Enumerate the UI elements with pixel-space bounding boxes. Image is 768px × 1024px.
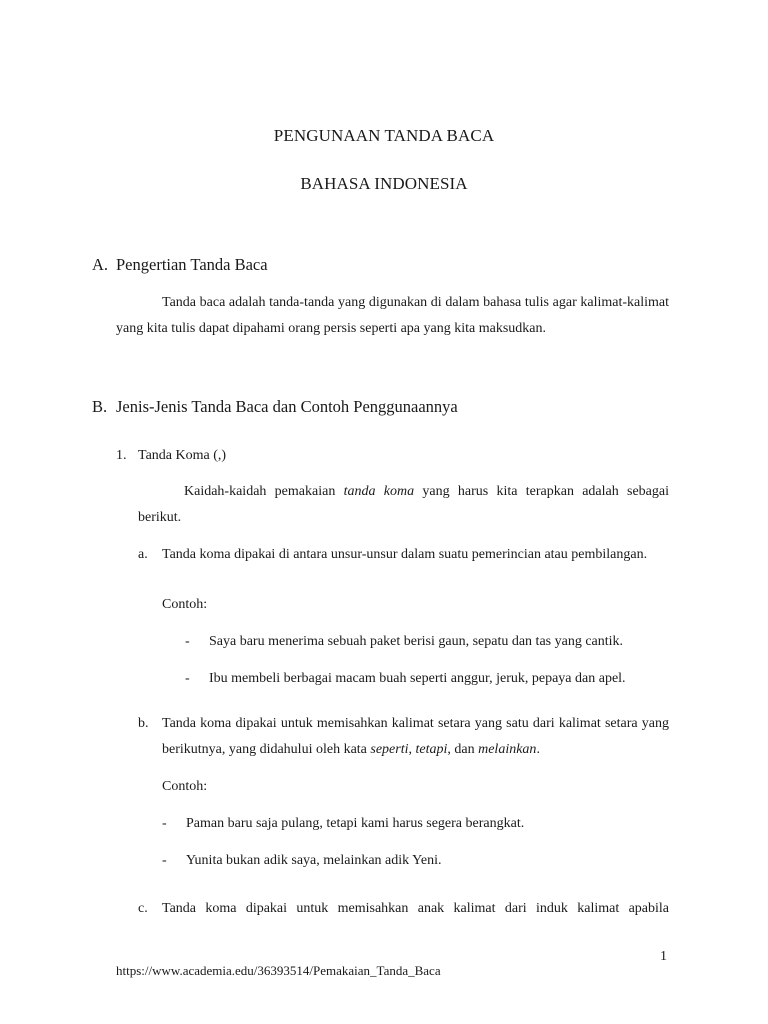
page-number: 1 [660,949,667,964]
section-b-heading [92,397,458,417]
numbered-item-1 [116,448,226,464]
rule-b-text-end: . [536,741,540,757]
item-label: Tanda Koma (,) [138,448,227,463]
rule-a-text: Tanda koma dipakai di antara unsur-unsur dalam suatu pemerincian atau pembilangan. [162,547,648,562]
rule-b-contoh-label: Contoh: [162,779,208,794]
bullet-dash: - [162,853,167,868]
rule-a-letter: a. [138,547,148,562]
keyword-seperti: seperti [370,741,409,757]
section-b-title: Jenis-Jenis Tanda Baca dan Contoh Penggunaannya [116,397,458,416]
rule-b-example-1 [162,816,524,832]
section-a-paragraph: Tanda baca adalah tanda-tanda yang digunakan di dalam bahasa tulis agar kalimat-kalimat yang kita tulis dapat dipahami orang persis seperti apa yang kita maksudkan. [116,295,669,336]
document-subtitle: BAHASA INDONESIA [300,174,468,193]
keyword-melainkan: melainkan [478,741,537,757]
separator: , [408,741,416,757]
rule-a-contoh-label: Contoh: [162,597,208,612]
item-number: 1. [116,448,127,463]
bullet-dash: - [185,634,190,649]
intro-italic-term: tanda koma [343,484,415,499]
rule-c-letter: c. [138,901,148,916]
rule-b-text-start: Tanda koma dipakai untuk memisahkan kalimat setara yang satu dari kalimat setara yang berikutnya, yang didahului oleh kata [162,716,669,757]
section-a-heading [92,255,268,275]
intro-text: Kaidah-kaidah pemakaian [184,484,344,499]
rule-b-example-2 [162,853,441,869]
rule-b-letter: b. [138,716,149,731]
item-1-intro [138,479,669,530]
document-title: PENGUNAAN TANDA BACA [273,126,495,145]
example-text: Ibu membeli berbagai macam buah seperti anggur, jeruk, pepaya dan apel. [209,671,626,686]
section-b-letter: B. [92,397,108,416]
example-text: Paman baru saja pulang, tetapi kami harus segera berangkat. [186,816,525,831]
section-a-letter: A. [92,255,109,274]
example-text: Saya baru menerima sebuah paket berisi gaun, sepatu dan tas yang cantik. [209,634,624,649]
keyword-tetapi: tetapi [415,741,448,757]
section-a-title: Pengertian Tanda Baca [116,255,268,274]
rule-a-example-1 [185,634,623,650]
example-text: Yunita bukan adik saya, melainkan adik Yeni. [186,853,442,868]
separator: , dan [447,741,479,757]
rule-a-example-2 [185,671,626,687]
rule-c-text: Tanda koma dipakai untuk memisahkan anak kalimat dari induk kalimat apabila [162,901,669,916]
footer-source-url: https://www.academia.edu/36393514/Pemakaian_Tanda_Baca [116,963,441,978]
rule-b-text [162,711,669,762]
bullet-dash: - [162,816,167,831]
bullet-dash: - [185,671,190,686]
intro-text-end: yang harus kita terapkan adalah sebagai berikut. [138,484,670,525]
